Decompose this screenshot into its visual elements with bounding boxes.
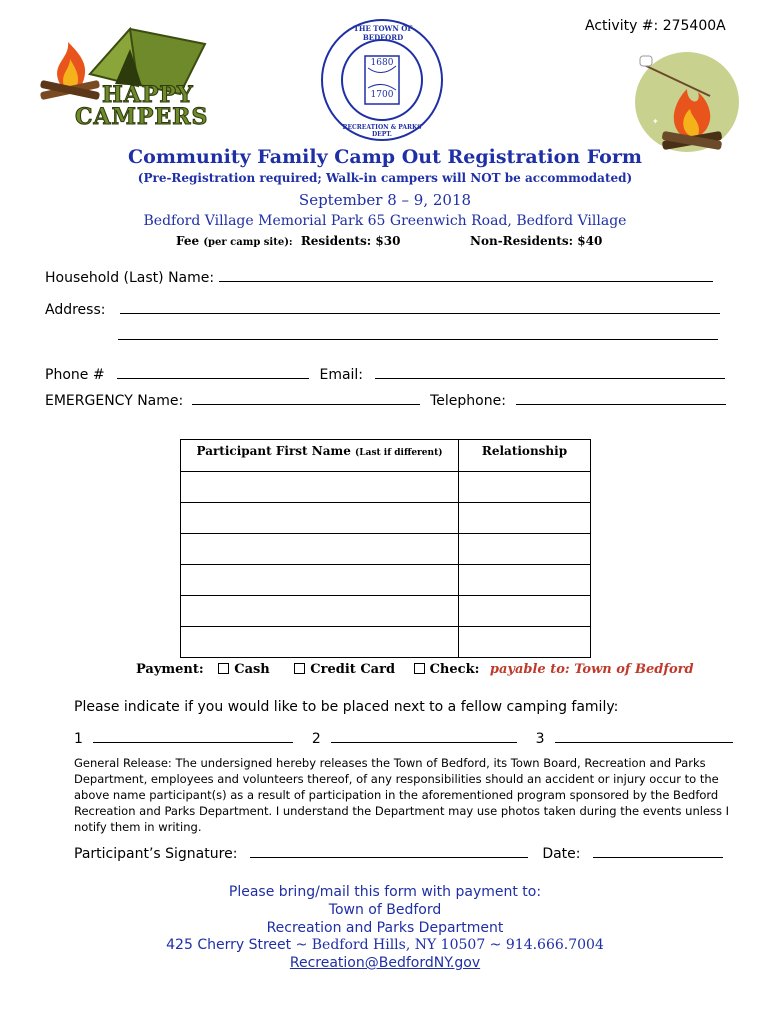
credit-card-label: Credit Card xyxy=(310,662,396,677)
date-input[interactable] xyxy=(593,844,723,858)
address-input-line-1[interactable] xyxy=(120,300,720,314)
event-date: September 8 – 9, 2018 xyxy=(298,191,472,209)
relationship-cell[interactable] xyxy=(459,503,591,534)
seal-year-2: 1700 xyxy=(370,90,394,100)
phone-label: Phone # xyxy=(45,367,105,383)
emergency-label: EMERGENCY Name: xyxy=(45,393,184,409)
household-label: Household (Last) Name: xyxy=(45,270,215,286)
placement-prompt: Please indicate if you would like to be placed next to a fellow camping family: xyxy=(74,699,619,715)
check-label: Check: xyxy=(429,662,480,677)
signature-row xyxy=(74,844,723,862)
phone-email-row xyxy=(45,365,725,383)
payment-check-option[interactable] xyxy=(414,662,484,677)
seal-bottom-text: RECREATION & PARKS DEPT. xyxy=(342,124,422,138)
footer-city: Bedford Hills, NY 10507 xyxy=(311,937,486,953)
participant-name-cell[interactable] xyxy=(181,565,459,596)
placement-3-input[interactable] xyxy=(555,729,733,743)
signature-label: Participant’s Signature xyxy=(74,846,233,862)
fee-non-residents: Non-Residents: $40 xyxy=(470,234,603,248)
cash-label: Cash xyxy=(234,662,270,677)
col-relationship: Relationship xyxy=(459,440,591,472)
logo-campers-text: CAMPERS xyxy=(75,104,209,130)
footer-org-2: Recreation and Parks Department xyxy=(266,920,504,936)
table-row xyxy=(181,472,591,503)
col-participant-name xyxy=(181,440,459,472)
footer-phone: 914.666.7004 xyxy=(505,937,604,953)
emergency-input[interactable] xyxy=(192,391,420,405)
col-participant-name-label: Participant First Name xyxy=(196,444,351,458)
general-release xyxy=(74,755,734,835)
footer-street: 425 Cherry Street xyxy=(166,937,292,953)
table-row xyxy=(181,503,591,534)
footer-sep-2: ~ xyxy=(485,937,506,953)
payment-label: Payment: xyxy=(136,662,204,677)
campfire-marshmallow-icon xyxy=(632,44,747,154)
fee-label: Fee xyxy=(176,234,200,248)
col-participant-name-note: (Last if different) xyxy=(355,448,443,458)
table-header-row xyxy=(181,440,591,472)
payment-credit-option[interactable] xyxy=(294,662,399,677)
placement-3-label: 3 xyxy=(535,731,545,747)
signature-colon: : xyxy=(232,846,238,862)
activity-number: Activity #: 275400A xyxy=(585,18,726,34)
participant-name-cell[interactable] xyxy=(181,596,459,627)
telephone-label: Telephone: xyxy=(430,393,506,409)
participant-name-cell[interactable] xyxy=(181,627,459,658)
placement-1-input[interactable] xyxy=(93,729,293,743)
svg-text:✦: ✦ xyxy=(652,117,659,126)
fee-residents: Residents: $30 xyxy=(300,234,401,248)
fee-qualifier: (per camp site): xyxy=(203,237,293,248)
email-input[interactable] xyxy=(375,365,725,379)
footer-heading: Please bring/mail this form with payment to: xyxy=(228,884,542,900)
placement-2-input[interactable] xyxy=(331,729,517,743)
credit-card-checkbox[interactable] xyxy=(294,663,305,674)
address-row xyxy=(45,300,720,318)
cash-checkbox[interactable] xyxy=(218,663,229,674)
participant-table xyxy=(180,439,591,658)
household-row xyxy=(45,268,713,286)
relationship-cell[interactable] xyxy=(459,627,591,658)
placement-2-label: 2 xyxy=(311,731,321,747)
email-label: Email: xyxy=(319,367,364,383)
payment-row xyxy=(136,662,694,677)
release-text: The undersigned hereby releases the Town of Bedford, its Town Board, Recreation and Parks Department, employees and volunteers thereof, of any responsibilities should an accident or injury occur to the above name participant(s) as a result of participation in the aforementioned program sponsored by the Bedford Recreation and Parks Department. I understand the Department may use photos taken during the events unless I notify them in writing. xyxy=(74,756,730,834)
happy-campers-logo xyxy=(30,24,220,134)
table-row xyxy=(181,565,591,596)
table-row xyxy=(181,534,591,565)
household-input[interactable] xyxy=(219,268,713,282)
seal-top-text: THE TOWN OF BEDFORD xyxy=(353,24,413,42)
address-label: Address: xyxy=(45,302,106,318)
footer-address-line xyxy=(0,937,770,953)
emergency-row xyxy=(45,391,726,409)
table-row xyxy=(181,596,591,627)
table-row xyxy=(181,627,591,658)
placement-1-label: 1 xyxy=(74,731,83,747)
form-subtitle: (Pre-Registration required; Walk-in campers will NOT be accommodated) xyxy=(137,171,633,185)
telephone-input[interactable] xyxy=(516,391,726,405)
relationship-cell[interactable] xyxy=(459,565,591,596)
payment-cash-option[interactable] xyxy=(218,662,274,677)
participant-name-cell[interactable] xyxy=(181,534,459,565)
event-location: Bedford Village Memorial Park 65 Greenwich Road, Bedford Village xyxy=(143,213,627,229)
footer-email-link[interactable]: Recreation@BedfordNY.gov xyxy=(289,955,481,971)
footer-sep-1: ~ xyxy=(291,937,312,953)
check-checkbox[interactable] xyxy=(414,663,425,674)
release-heading: General Release: xyxy=(74,756,172,770)
check-payable-note: payable to: Town of Bedford xyxy=(489,662,694,677)
form-title: Community Family Camp Out Registration Form xyxy=(128,146,642,168)
participant-name-cell[interactable] xyxy=(181,503,459,534)
svg-text:✦: ✦ xyxy=(732,66,741,77)
relationship-cell[interactable] xyxy=(459,534,591,565)
fee-line xyxy=(176,234,400,248)
footer-org-1: Town of Bedford xyxy=(328,902,442,918)
participant-name-cell[interactable] xyxy=(181,472,459,503)
seal-year-1: 1680 xyxy=(370,58,394,68)
relationship-cell[interactable] xyxy=(459,472,591,503)
date-label: Date: xyxy=(542,846,581,862)
relationship-cell[interactable] xyxy=(459,596,591,627)
town-seal xyxy=(320,18,444,142)
placement-row xyxy=(74,729,733,747)
phone-input[interactable] xyxy=(117,365,309,379)
address-input-line-2[interactable] xyxy=(118,326,718,340)
logo-happy-text: HAPPY xyxy=(102,82,194,108)
signature-input[interactable] xyxy=(250,844,528,858)
